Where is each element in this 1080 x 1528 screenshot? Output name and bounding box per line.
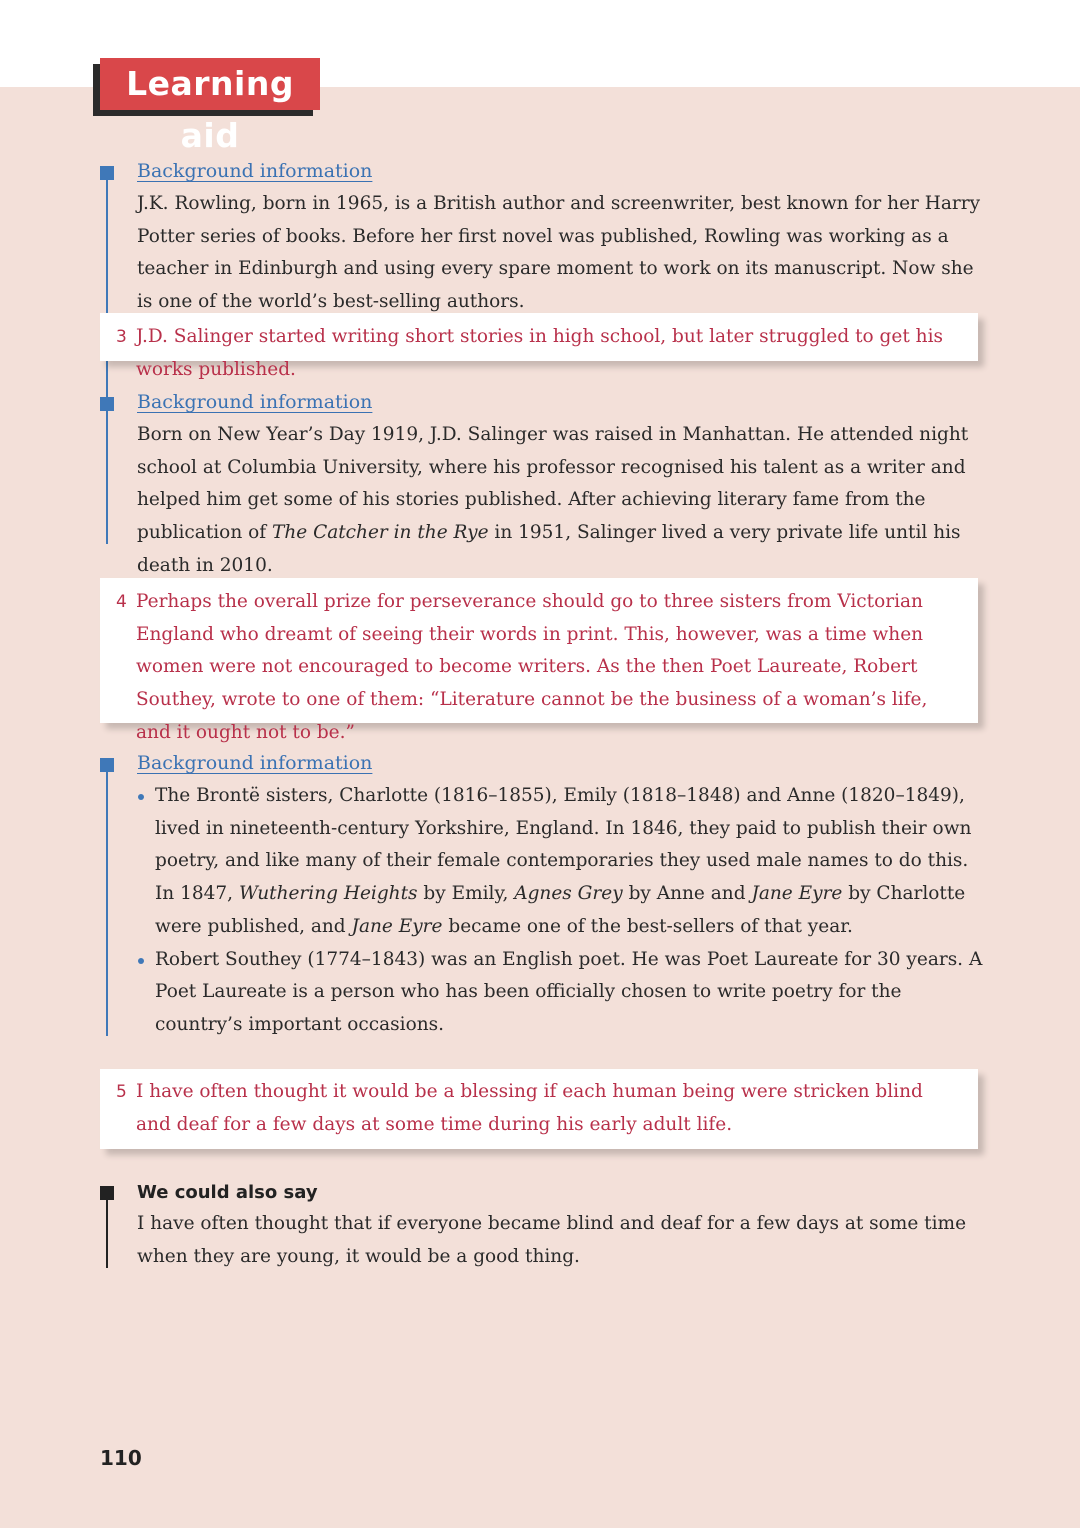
section-marker-icon (100, 1186, 114, 1200)
book-title: The Catcher in the Rye (271, 522, 489, 544)
background-info-text (137, 780, 987, 1042)
also-say-text (137, 1208, 987, 1273)
quote-number: 5 (116, 1082, 127, 1102)
section-rule (106, 1200, 108, 1268)
also-say-paragraph: I have often thought that if everyone became blind and deaf for a few days at some time when they are young, it would be a good thing. (137, 1213, 967, 1267)
background-info-heading: Background information (137, 391, 373, 413)
section-rule (106, 772, 108, 1036)
quote-number: 4 (116, 592, 127, 612)
also-say-heading: We could also say (137, 1182, 318, 1203)
book-title: Jane Eyre (351, 915, 443, 937)
book-title: Wuthering Heights (238, 883, 418, 905)
section-marker-icon (100, 397, 114, 411)
quote-text: Perhaps the overall prize for perseverance should go to three sisters from Victorian England who dreamt of seeing their words in print. This, however, was a time when women were not encouraged to become writers. As the then Poet Laureate, Robert Southey, wrote to one of them: “Literature cannot be the business of a woman’s life, and it ought not to be.” (136, 591, 928, 743)
quote-number: 3 (116, 327, 127, 347)
bullet-dot-icon (138, 958, 144, 964)
background-info-heading: Background information (137, 160, 373, 182)
quote-text: I have often thought it would be a blessing if each human being were stricken blind and deaf for a few days at some time during his early adult life. (136, 1081, 923, 1135)
background-info-heading: Background information (137, 752, 373, 774)
quote-box-4 (100, 578, 978, 743)
quote-box-3 (100, 313, 978, 380)
rowling-paragraph: J.K. Rowling, born in 1965, is a British author and screenwriter, best known for her Harry Potter series of books. Before her first novel was published, Rowling was working as a teacher in Edinburgh and using every spare moment to work on its manuscript. Now she is one of the world’s best-selling authors. (137, 193, 981, 313)
bullet-item: The Brontë sisters, Charlotte (1816–1855), Emily (1818–1848) and Anne (1820–1849), lived in nineteenth-century Yorkshire, England. In 1846, they paid to publish their own poetry, and like many of their female contemporaries they used male names to do this. In 1847, Wuthering Heights by Emily, Agnes Grey by Anne and Jane Eyre by Charlotte were published, and Jane Eyre became one of the best-sellers of that year. (137, 780, 987, 944)
quote-text: J.D. Salinger started writing short stories in high school, but later struggled to get his works published. (136, 326, 943, 380)
section-marker-icon (100, 166, 114, 180)
learning-aid-title: Learning aid (126, 64, 294, 155)
salinger-paragraph: Born on New Year’s Day 1919, J.D. Salinger was raised in Manhattan. He attended night school at Columbia University, where his professor recognised his talent as a writer and helped him get some of his stories published. After achieving literary fame from the publication of The Catcher in the Rye in 1951, Salinger lived a very private life until his death in 2010. (137, 424, 969, 576)
bullet-dot-icon (138, 794, 144, 800)
background-info-text (137, 188, 987, 319)
quote-box-5 (100, 1069, 978, 1149)
bullet-item: Robert Southey (1774–1843) was an English poet. He was Poet Laureate for 30 years. A Poet Laureate is a person who has been officially chosen to write poetry for the country’s important occasions. (137, 944, 987, 1042)
learning-aid-badge (100, 58, 320, 155)
book-title: Agnes Grey (514, 883, 623, 905)
page-number: 110 (100, 1446, 142, 1470)
section-marker-icon (100, 758, 114, 772)
background-info-text (137, 419, 987, 583)
book-title: Jane Eyre (751, 883, 843, 905)
section-rule (106, 411, 108, 544)
